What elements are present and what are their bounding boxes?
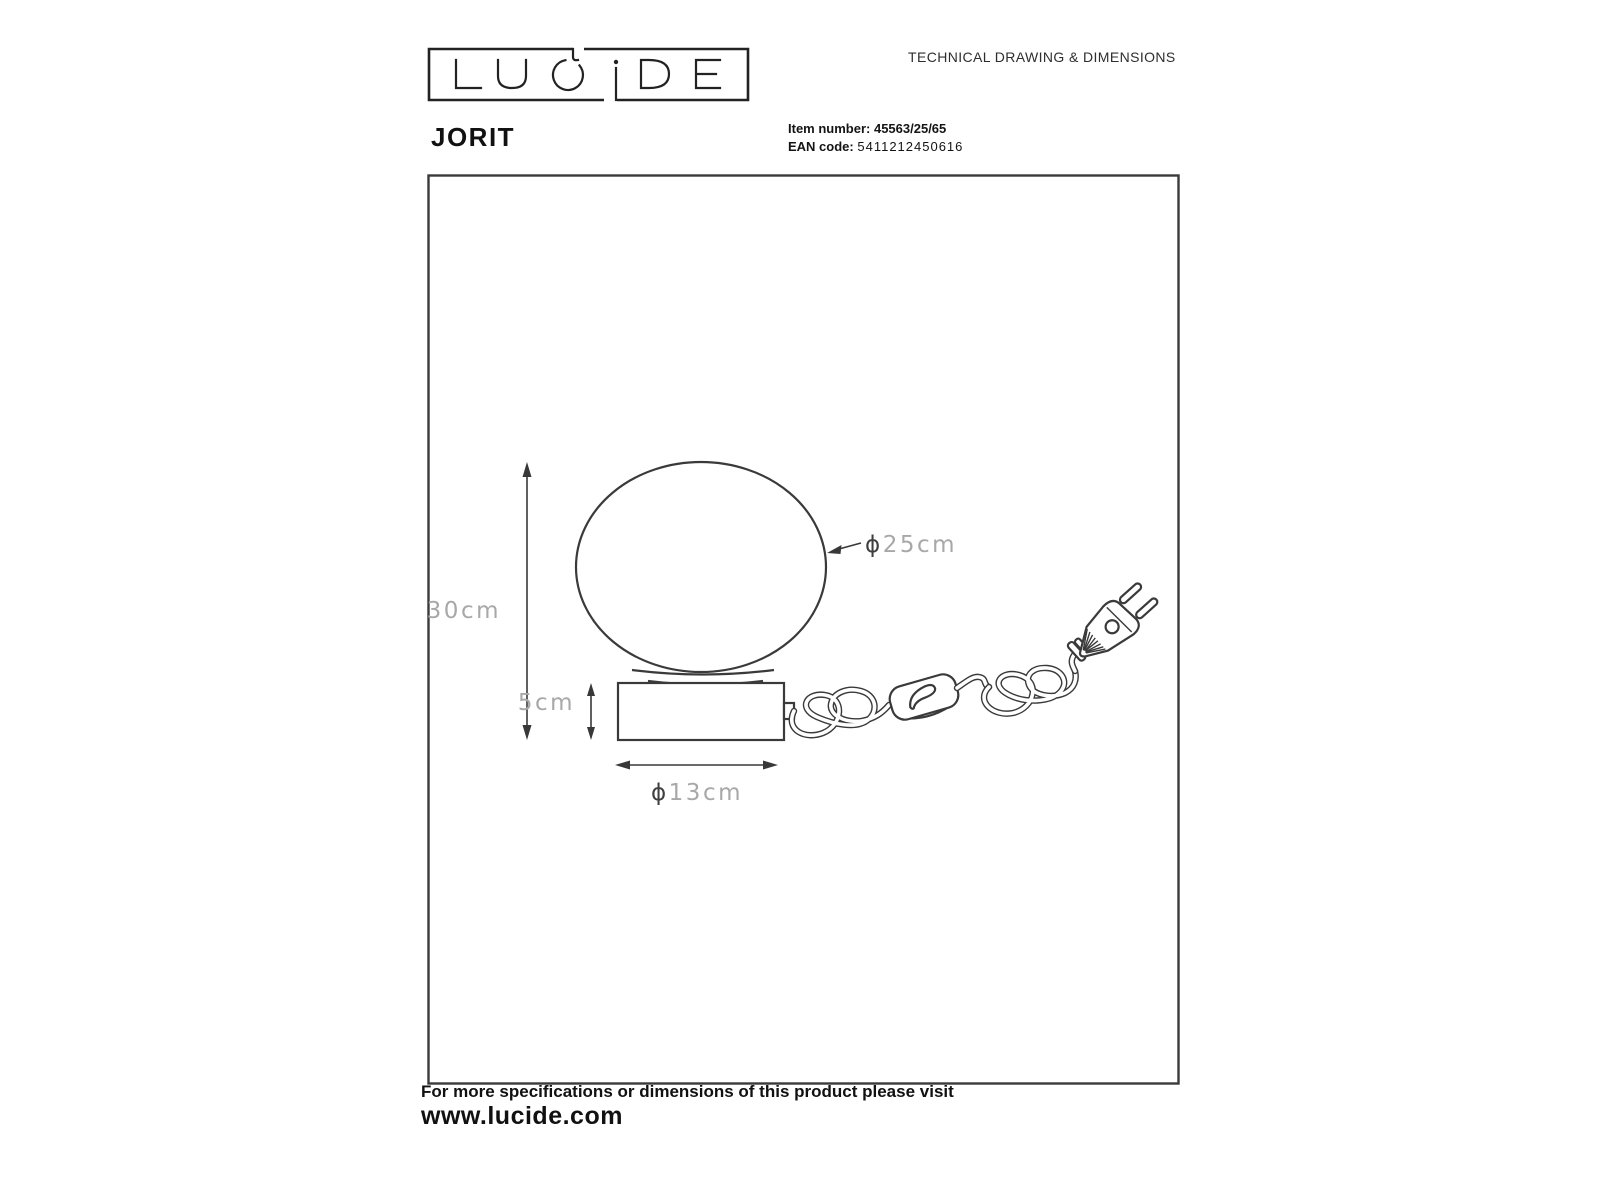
power-cord [784,577,1163,735]
ean-value: 5411212450616 [857,139,964,154]
dimension-sphere-diameter [827,532,957,558]
dim-total-height-label: 30cm [427,598,501,624]
product-codes [788,120,963,156]
logo-hook [573,49,578,60]
product-name: JORIT [431,122,516,152]
power-plug [1066,577,1163,670]
plug-pin [1119,582,1143,605]
logo-border-right [584,49,748,100]
technical-drawing [427,174,1180,1085]
diameter-value: 25cm [882,532,958,558]
drawing-frame [429,176,1179,1084]
lucide-logo [427,47,750,103]
logo-letters [456,60,720,100]
dim-base-height-label: 5cm [517,690,575,716]
inline-switch [887,671,962,725]
document-title: TECHNICAL DRAWING & DIMENSIONS [908,49,1176,65]
lamp-sphere [576,462,826,672]
ean-label: EAN code: [788,139,854,154]
item-number-value: 45563/25/65 [873,121,947,136]
diameter-value: 13cm [668,780,744,806]
dimension-base-diameter [615,761,778,807]
ean-row [788,138,963,156]
website-url: www.lucide.com [421,1102,623,1130]
diameter-symbol: ϕ [650,780,669,806]
lamp-base [618,683,784,740]
item-number-row [788,120,963,138]
footer-note: For more specifications or dimensions of this product please visit [421,1082,954,1101]
item-number-label: Item number: [788,121,871,136]
plug-pin [1135,597,1159,620]
dim-sphere-diameter-label [865,532,957,558]
diameter-symbol: ϕ [865,532,883,558]
dimension-total-height [427,462,532,740]
dim-base-diameter-label [651,780,743,806]
